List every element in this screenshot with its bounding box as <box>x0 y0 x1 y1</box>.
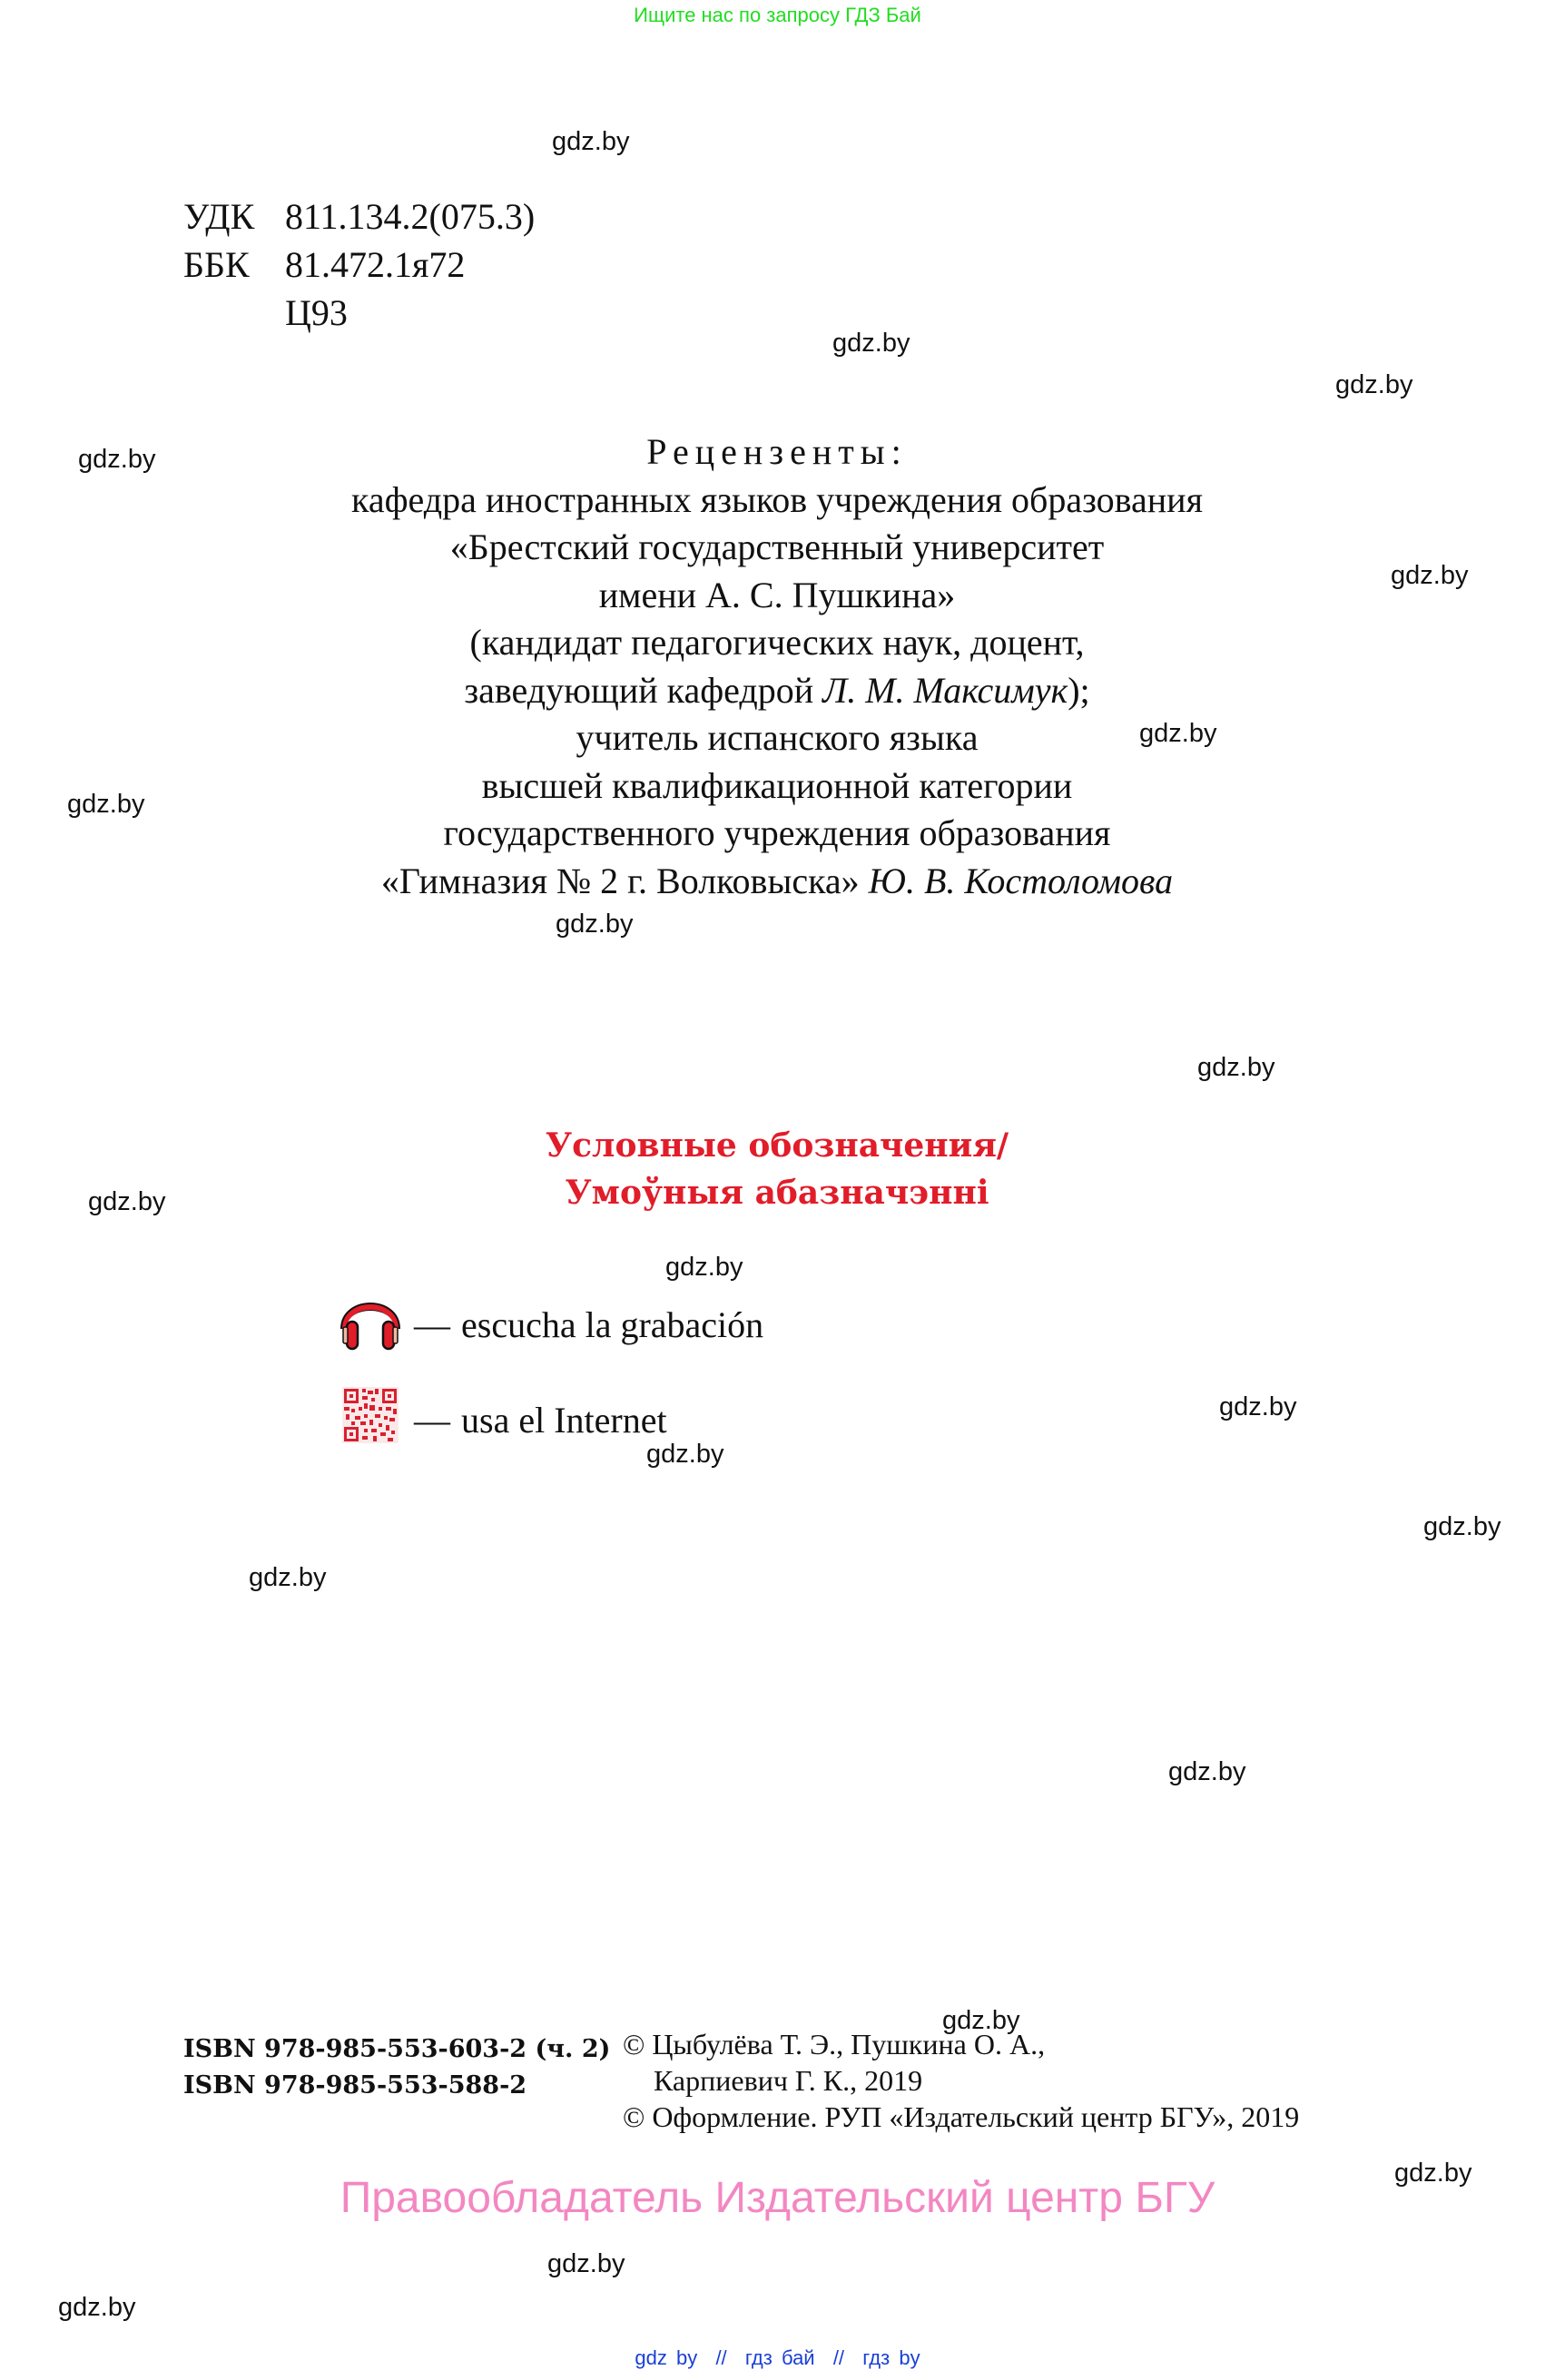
bottom-links-bar: gdz by // гдз бай // гдз by <box>635 2346 920 2369</box>
watermark: gdz.by <box>67 790 145 819</box>
reviewer-line <box>187 858 1367 906</box>
reviewer-line <box>187 667 1367 715</box>
reviewer-line: государственного учреждения образования <box>443 812 1111 853</box>
watermark: gdz.by <box>249 1563 327 1592</box>
watermark: gdz.by <box>1335 370 1413 399</box>
watermark: gdz.by <box>646 1440 724 1469</box>
legend-label: usa el Internet <box>461 1399 667 1441</box>
reviewer-line: учитель испанского языка <box>576 717 979 758</box>
reviewer-name: Л. М. Максимук <box>822 669 1068 711</box>
reviewer-position: заведующий кафедрой <box>464 669 823 711</box>
reviewer-name: Ю. В. Костоломова <box>868 860 1174 901</box>
copyright-block <box>623 2026 1299 2135</box>
watermark: gdz.by <box>1394 2159 1472 2188</box>
watermark: gdz.by <box>552 127 630 156</box>
watermark: gdz.by <box>1219 1392 1297 1421</box>
isbn-part: ISBN 978-985-553-603-2 (ч. 2) <box>183 2035 611 2063</box>
reviewer-institution: «Гимназия № 2 г. Волковыска» <box>380 860 869 901</box>
legend-title <box>369 1122 1186 1216</box>
legend-title-ru: Условные обозначения/ <box>545 1126 1009 1165</box>
author-mark-value: Ц93 <box>285 292 348 333</box>
watermark: gdz.by <box>832 329 910 358</box>
reviewer-line: «Брестский государственный университет <box>449 526 1105 567</box>
author-mark-label <box>183 289 285 337</box>
classification-codes <box>183 192 535 337</box>
rights-holder-notice: Правообладатель Издательский центр БГУ <box>340 2174 1215 2222</box>
watermark: gdz.by <box>1391 561 1469 590</box>
legend-label: escucha la grabación <box>461 1303 764 1345</box>
copyright-design: © Оформление. РУП «Издательский центр БГУ», 2019 <box>623 2100 1300 2133</box>
watermark: gdz.by <box>1139 719 1217 748</box>
reviewers-title: Рецензенты: <box>646 431 908 472</box>
reviewer-line: (кандидат педагогических наук, доцент, <box>469 622 1085 663</box>
watermark: gdz.by <box>1423 1512 1501 1541</box>
udk-label: УДК <box>183 196 255 237</box>
watermark: gdz.by <box>556 910 634 939</box>
reviewer-line: кафедра иностранных языков учреждения образования <box>351 478 1203 520</box>
isbn-block <box>183 2031 610 2104</box>
watermark: gdz.by <box>547 2249 625 2278</box>
bbk-label: ББК <box>183 244 250 285</box>
top-search-banner: Ищите нас по запросу ГДЗ Бай <box>634 4 921 26</box>
copyright-authors: © Цыбулёва Т. Э., Пушкина О. А., <box>623 2028 1046 2060</box>
qr-code-icon <box>338 1387 403 1452</box>
headphones-icon <box>338 1287 403 1362</box>
copyright-authors-cont: Карпиевич Г. К., 2019 <box>654 2064 923 2097</box>
reviewer-line-end: ); <box>1068 669 1090 711</box>
watermark: gdz.by <box>942 2006 1020 2035</box>
watermark: gdz.by <box>58 2293 136 2322</box>
watermark: gdz.by <box>1197 1053 1275 1082</box>
bbk-row <box>183 241 535 289</box>
legend-dash: — <box>414 1303 450 1345</box>
reviewer-line: имени А. С. Пушкина» <box>598 574 956 615</box>
watermark: gdz.by <box>88 1187 166 1216</box>
watermark: gdz.by <box>78 445 156 474</box>
udk-value: 811.134.2(075.3) <box>285 196 536 237</box>
bbk-value: 81.472.1я72 <box>285 244 466 285</box>
reviewers-block <box>187 428 1367 905</box>
watermark: gdz.by <box>665 1253 743 1282</box>
reviewer-line: высшей квалификационной категории <box>481 764 1073 806</box>
udk-row <box>183 192 535 241</box>
legend-title-by: Умоўныя абазначэнні <box>565 1174 989 1212</box>
watermark: gdz.by <box>1168 1757 1246 1786</box>
isbn-set: ISBN 978-985-553-588-2 <box>183 2071 527 2100</box>
legend-item-audio <box>338 1287 763 1362</box>
legend-dash: — <box>414 1399 450 1441</box>
legend-item-internet <box>338 1387 667 1452</box>
author-mark-row <box>183 289 535 337</box>
